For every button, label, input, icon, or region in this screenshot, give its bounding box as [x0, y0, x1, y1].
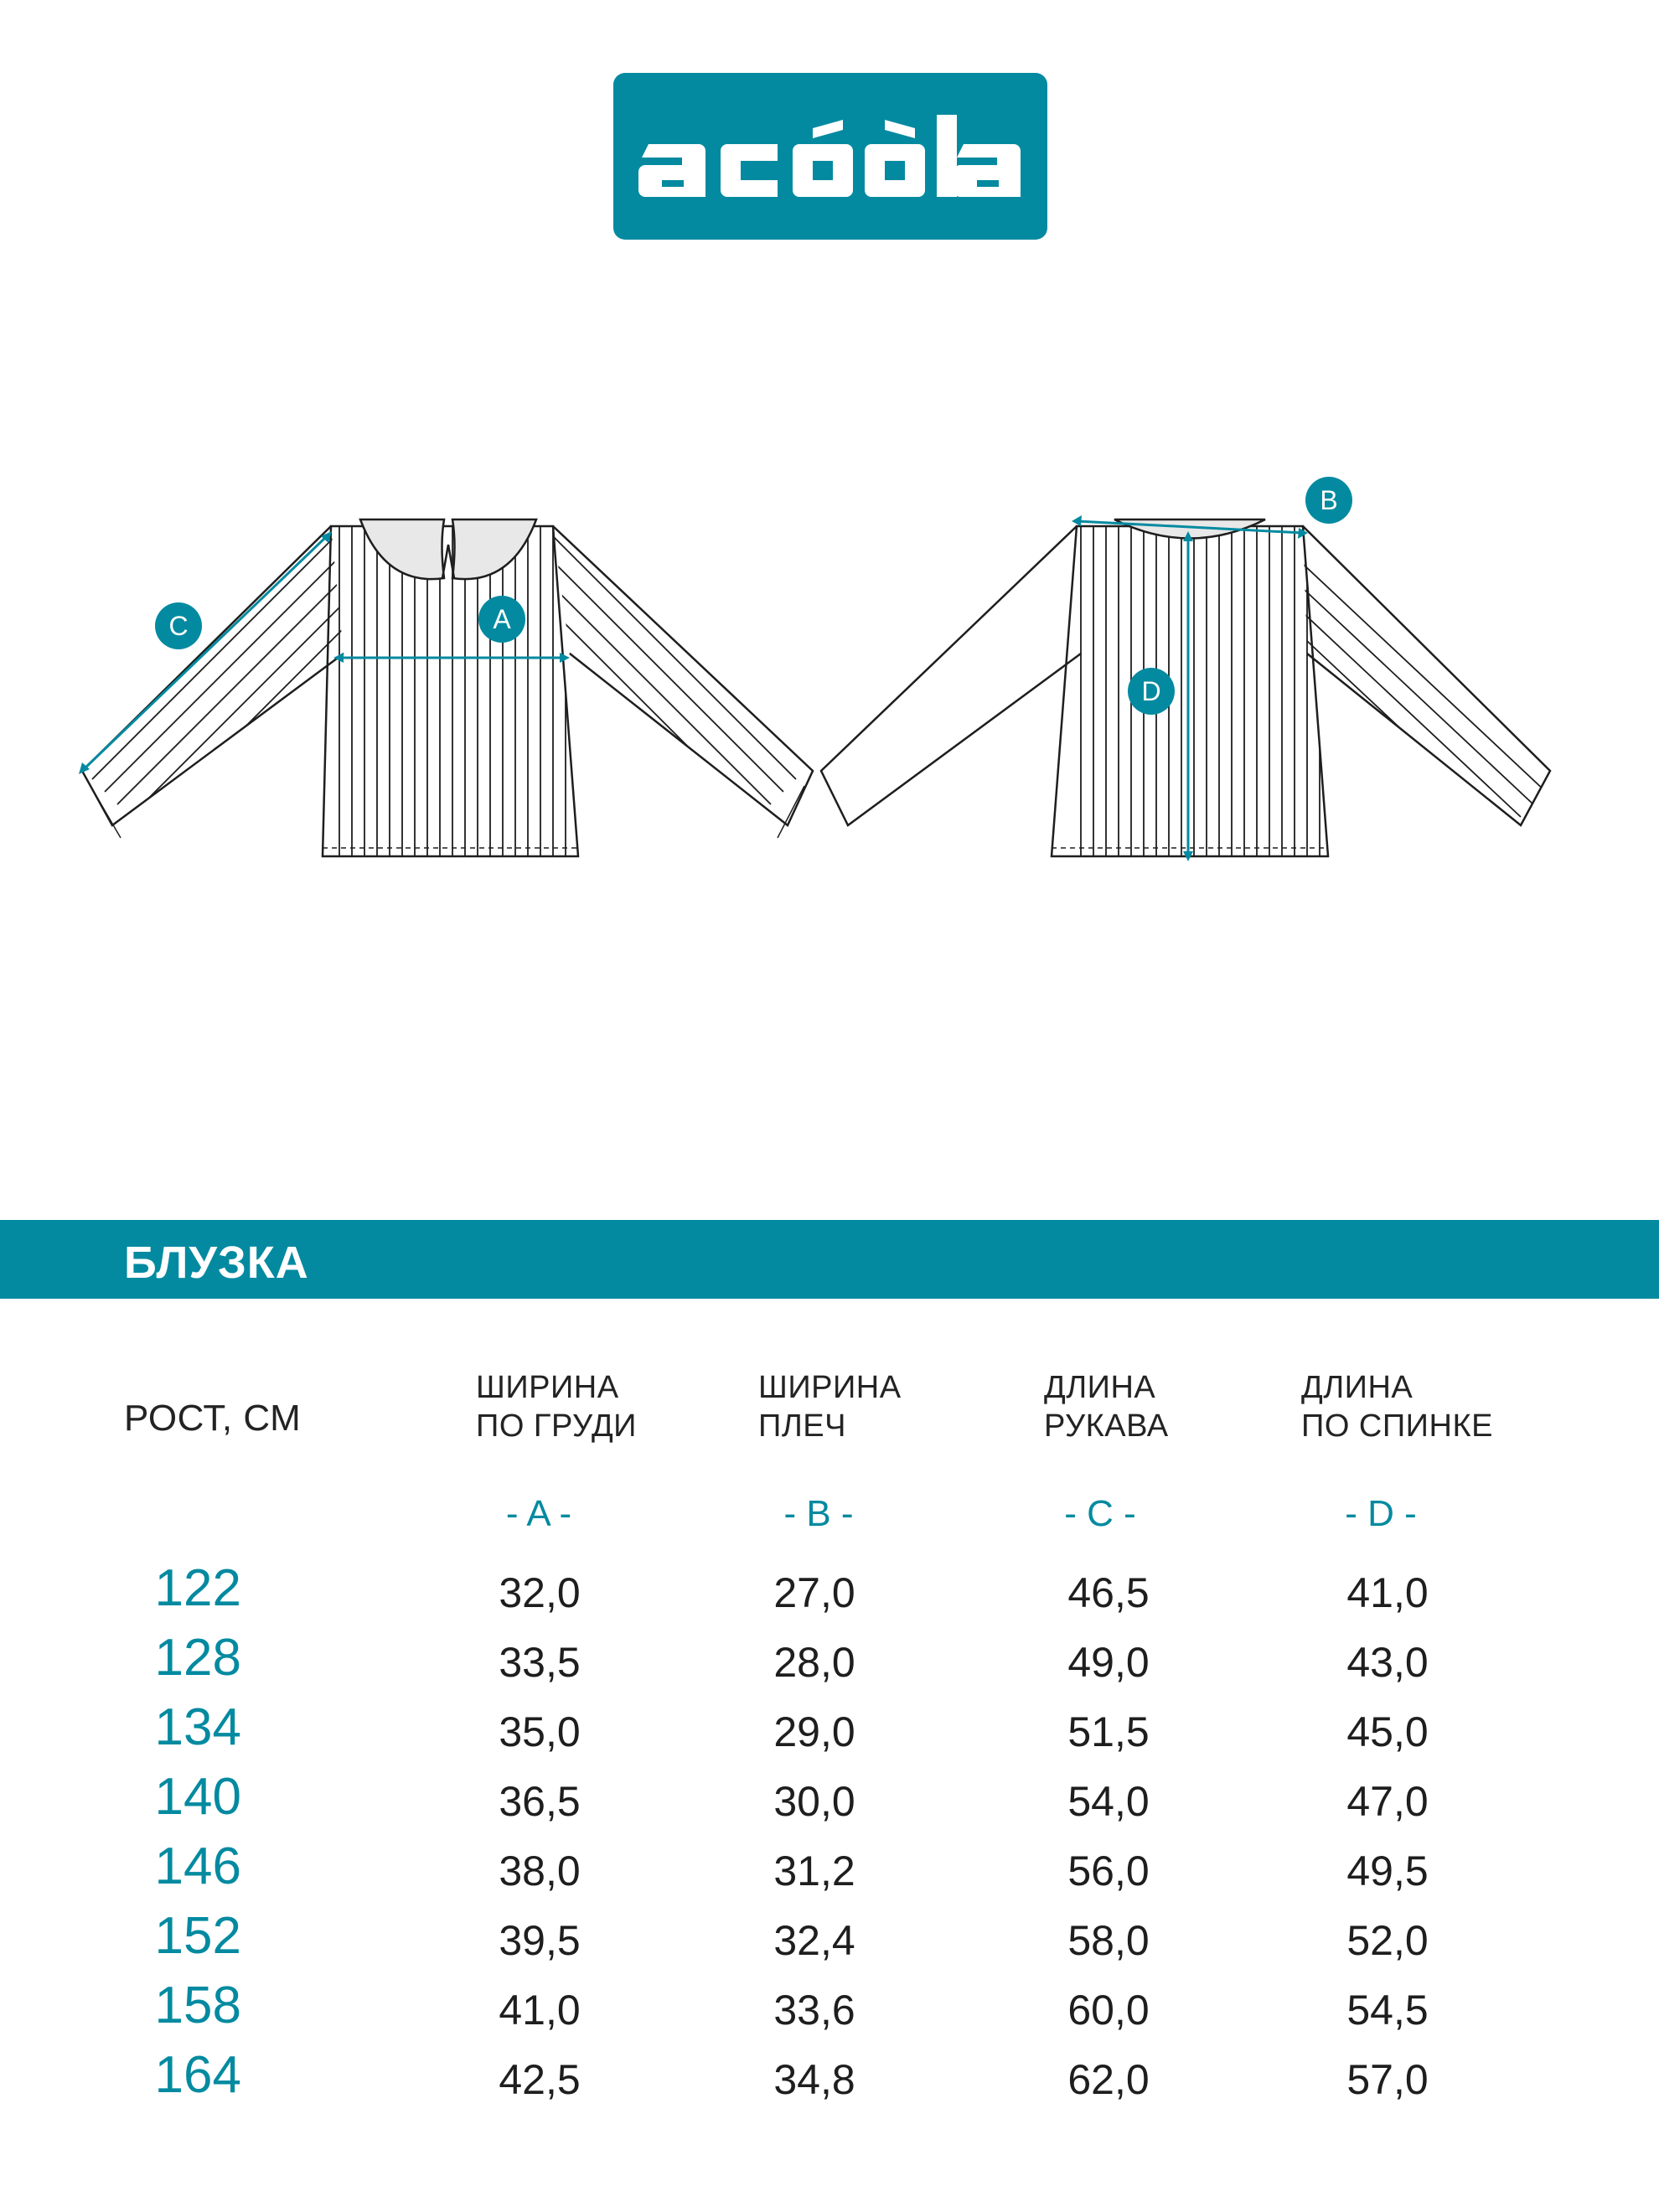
- shoulder-width-value: 32,4: [773, 1917, 855, 1964]
- chest-width-value: 41,0: [499, 1987, 581, 2034]
- column-header-shoulder-width: [758, 1368, 902, 1445]
- height-value: 122: [154, 1559, 241, 1617]
- height-value: 140: [154, 1768, 241, 1826]
- shoulder-width-value: 27,0: [773, 1569, 855, 1616]
- shoulder-width-value: 31,2: [773, 1848, 855, 1894]
- marker-b: B: [1305, 477, 1352, 524]
- front-view: [67, 503, 821, 863]
- column-letter-c: - C -: [1064, 1493, 1136, 1534]
- sleeve-length-value: 62,0: [1067, 2056, 1150, 2103]
- sleeve-length-value: 54,0: [1067, 1778, 1150, 1825]
- height-value: 134: [154, 1698, 241, 1756]
- back-length-value: 45,0: [1346, 1708, 1429, 1755]
- column-header-line: ПО СПИНКЕ: [1301, 1408, 1493, 1444]
- sleeve-length-value: 60,0: [1067, 1987, 1150, 2034]
- shoulder-width-value: 29,0: [773, 1708, 855, 1755]
- back-length-value: 49,5: [1346, 1848, 1429, 1894]
- acoola-logo-mark: [613, 73, 1047, 240]
- back-length-value: 52,0: [1346, 1917, 1429, 1964]
- section-title: БЛУЗКА: [124, 1238, 309, 1288]
- column-header-line: РУКАВА: [1044, 1408, 1169, 1444]
- column-header-line: ПЛЕЧ: [758, 1408, 846, 1444]
- shoulder-width-value: 28,0: [773, 1639, 855, 1686]
- chest-width-value: 39,5: [499, 1917, 581, 1964]
- column-header-line: ШИРИНА: [476, 1370, 619, 1405]
- column-header-line: ПО ГРУДИ: [476, 1408, 637, 1444]
- back-length-value: 57,0: [1346, 2056, 1429, 2103]
- sleeve-length-value: 51,5: [1067, 1708, 1150, 1755]
- column-letter-d: - D -: [1345, 1493, 1417, 1534]
- column-header-line: ДЛИНА: [1044, 1370, 1156, 1405]
- height-value: 146: [154, 1837, 241, 1895]
- back-length-value: 41,0: [1346, 1569, 1429, 1616]
- marker-c: C: [155, 602, 202, 649]
- garment-sketch: [0, 452, 1659, 888]
- shoulder-width-value: 33,6: [773, 1987, 855, 2034]
- marker-a: A: [478, 596, 525, 643]
- column-header-back-length: [1301, 1368, 1493, 1445]
- brand-logo: [613, 73, 1047, 240]
- height-column-header: РОСТ, СМ: [124, 1398, 302, 1439]
- section-header: [0, 1220, 1659, 1299]
- column-letter-b: - B -: [783, 1493, 854, 1534]
- chest-width-value: 38,0: [499, 1848, 581, 1894]
- column-header-line: ШИРИНА: [758, 1370, 902, 1405]
- chest-width-value: 36,5: [499, 1778, 581, 1825]
- chest-width-value: 42,5: [499, 2056, 581, 2103]
- column-letter-a: - A -: [505, 1493, 572, 1534]
- chest-width-value: 33,5: [499, 1639, 581, 1686]
- chest-width-value: 35,0: [499, 1708, 581, 1755]
- column-header-chest-width: [476, 1368, 637, 1445]
- shoulder-width-value: 30,0: [773, 1778, 855, 1825]
- sleeve-length-value: 58,0: [1067, 1917, 1150, 1964]
- back-length-value: 43,0: [1346, 1639, 1429, 1686]
- sleeve-length-value: 46,5: [1067, 1569, 1150, 1616]
- column-header-sleeve-length: [1044, 1368, 1169, 1445]
- back-length-value: 47,0: [1346, 1778, 1429, 1825]
- marker-d: D: [1128, 668, 1175, 715]
- chest-width-value: 32,0: [499, 1569, 581, 1616]
- back-length-value: 54,5: [1346, 1987, 1429, 2034]
- height-value: 152: [154, 1907, 241, 1965]
- column-header-line: ДЛИНА: [1301, 1370, 1414, 1405]
- height-value: 158: [154, 1977, 241, 2034]
- sleeve-length-value: 56,0: [1067, 1848, 1150, 1894]
- sleeve-length-value: 49,0: [1067, 1639, 1150, 1686]
- shoulder-width-value: 34,8: [773, 2056, 855, 2103]
- height-value: 128: [154, 1629, 241, 1687]
- height-value: 164: [154, 2046, 241, 2104]
